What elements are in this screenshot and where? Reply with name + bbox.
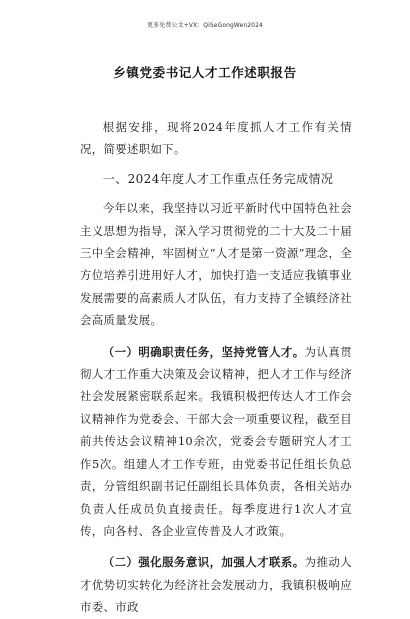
item-paragraph-2: [80, 551, 352, 618]
header-note: 更多免费公文+VX：QiSeGongWen2024: [147, 22, 263, 29]
section-paragraph: 今年以来，我坚持以习近平新时代中国特色社会主义思想为指导，深入学习贯彻党的二十大及二十届三中全会精神，牢固树立“人才是第一资源”理念，全方位培养引进用好人才，加快打造一支适应我镇事业发展需要的高素质人才队伍，有力支持了全镇经济社会高质量发展。: [80, 201, 352, 328]
item-paragraph-1: [80, 341, 352, 543]
item-text-2: 为推动人才优势切实转化为经济社会发展动力，我镇积极响应市委、市政: [80, 555, 352, 615]
intro-paragraph: 根据安排，现将2024年度抓人才工作有关情况，简要述职如下。: [80, 120, 352, 157]
item-lead-2: （二）强化服务意识，加强人才联系。: [102, 555, 305, 570]
section-heading: 一、2024年度人才工作重点任务完成情况: [102, 171, 334, 186]
item-lead-1: （一）明确职责任务，坚持党管人才。: [102, 344, 305, 359]
document-title: 乡镇党委书记人才工作述职报告: [113, 65, 297, 80]
document-body: [80, 116, 352, 619]
item-text-1: 为认真贯彻人才工作重大决策及会议精神，把人才工作与经济社会发展紧密联系起来。我镇积极把传达人才工作会议精神作为党委会、干部大会一项重要议程，截至目前共传达会议精神10余次，党委会专题研究人才工作5次。组建人才工作专班，由党委书记任组长负总责，分管组织副书记任副组长具体负责，各相关站办负责人任成员负直接责任。每季度进行1次人才宣传，向各村、各企业宣传普及人才政策。: [80, 344, 352, 538]
